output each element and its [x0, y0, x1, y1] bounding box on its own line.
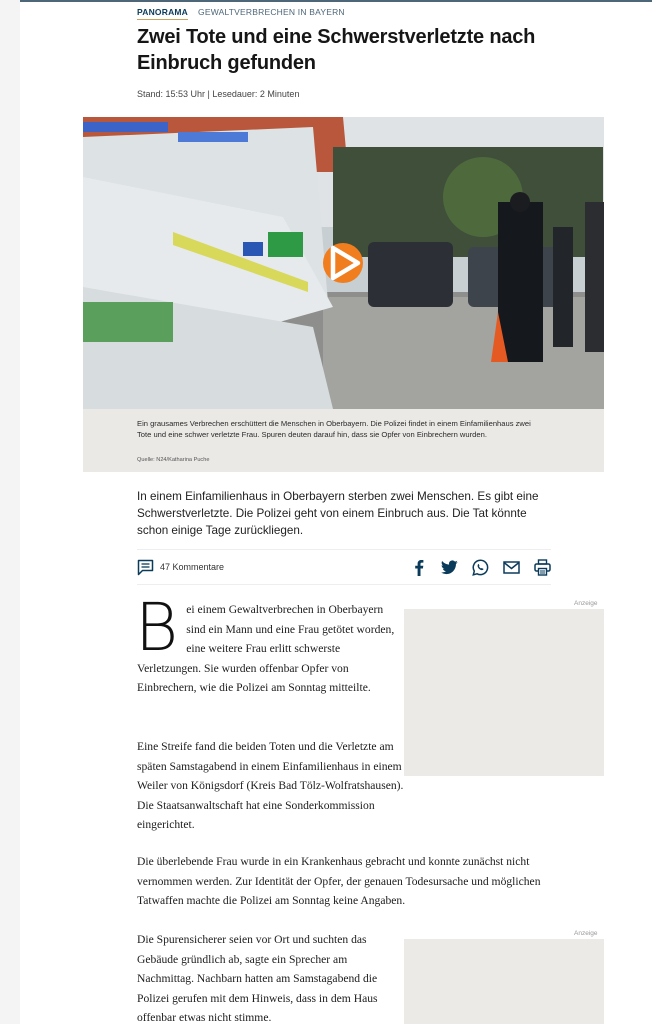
mail-icon[interactable]: [503, 559, 520, 576]
share-bar: [137, 549, 551, 585]
body-paragraph: Die Spurensicherer seien vor Ort und suchten das Gebäude gründlich ab, sagte ein Sprecher am Nachmittag. Nachbarn hatten am Samstagabend die Polizei gerufen mit dem Hinweis, dass in dem Haus offenbar etwas nicht stimme.: [137, 933, 378, 1024]
facebook-icon[interactable]: [410, 559, 427, 576]
drop-cap: B: [135, 589, 179, 666]
comments-count: 47 Kommentare: [160, 562, 225, 572]
headline: Zwei Tote und eine Schwerstverletzte nach Einbruch gefunden: [137, 26, 536, 74]
article-intro: In einem Einfamilienhaus in Oberbayern sterben zwei Menschen. Es gibt eine Schwerstverletzte. Die Polizei geht von einem Einbruch aus. Die Tat könnte schon einige Tage zurückliegen.: [137, 490, 539, 537]
media-caption: Ein grausames Verbrechen erschüttert die Menschen in Oberbayern. Die Polizei findet in einem Einfamilienhaus zwei Tote und eine schwer verletzte Frau. Spuren deuten darauf hin, dass sie Opfer von Einbrechern wurden.: [137, 419, 531, 439]
play-icon: [323, 243, 363, 283]
media-caption-box: [83, 409, 604, 472]
twitter-icon[interactable]: [441, 559, 458, 576]
breadcrumb: [137, 7, 551, 20]
share-icons: [410, 559, 551, 576]
body-paragraph: Eine Streife fand die beiden Toten und die Verletzte am späten Samstagabend in einem Einfamilienhaus in einem Weiler von Königsdorf (Kreis Bad Tölz-Wolfratshausen). Die Staatsanwaltschaft hat eine Sonderkommission eingerichtet.: [137, 740, 404, 831]
print-icon[interactable]: [534, 559, 551, 576]
topic-link[interactable]: GEWALTVERBRECHEN IN BAYERN: [198, 7, 345, 17]
whatsapp-icon[interactable]: [472, 559, 489, 576]
body-paragraph: Die überlebende Frau wurde in ein Krankenhaus gebracht und konnte zunächst nicht vernommen werden. Zur Identität der Opfer, der genauen Todesursache und möglichen Tatwaffen machte die Polizei am Sonntag keine Angaben.: [137, 855, 541, 907]
ad-label: Anzeige: [574, 600, 598, 607]
body-paragraph: Bei einem Gewaltverbrechen in Oberbayern sind ein Mann und eine Frau getötet worden, eine weitere Frau erlitt schwerste Verletzungen. Sie wurden offenbar Opfer von Einbrechern, wie die Polizei am Sonntag mitteilte.: [135, 589, 395, 694]
article-meta: Stand: 15:53 Uhr | Lesedauer: 2 Minuten: [137, 89, 300, 99]
ad-slot[interactable]: [404, 609, 604, 776]
media-source: Quelle: N24/Katharina Puche: [137, 457, 210, 463]
comments-link[interactable]: [137, 559, 224, 576]
video-player[interactable]: [83, 117, 604, 409]
section-link[interactable]: PANORAMA: [137, 7, 188, 20]
ad-label: Anzeige: [574, 930, 598, 937]
comment-icon: [137, 559, 154, 576]
article-page: [20, 2, 652, 1024]
play-button[interactable]: [323, 243, 363, 283]
ad-slot[interactable]: [404, 939, 604, 1024]
